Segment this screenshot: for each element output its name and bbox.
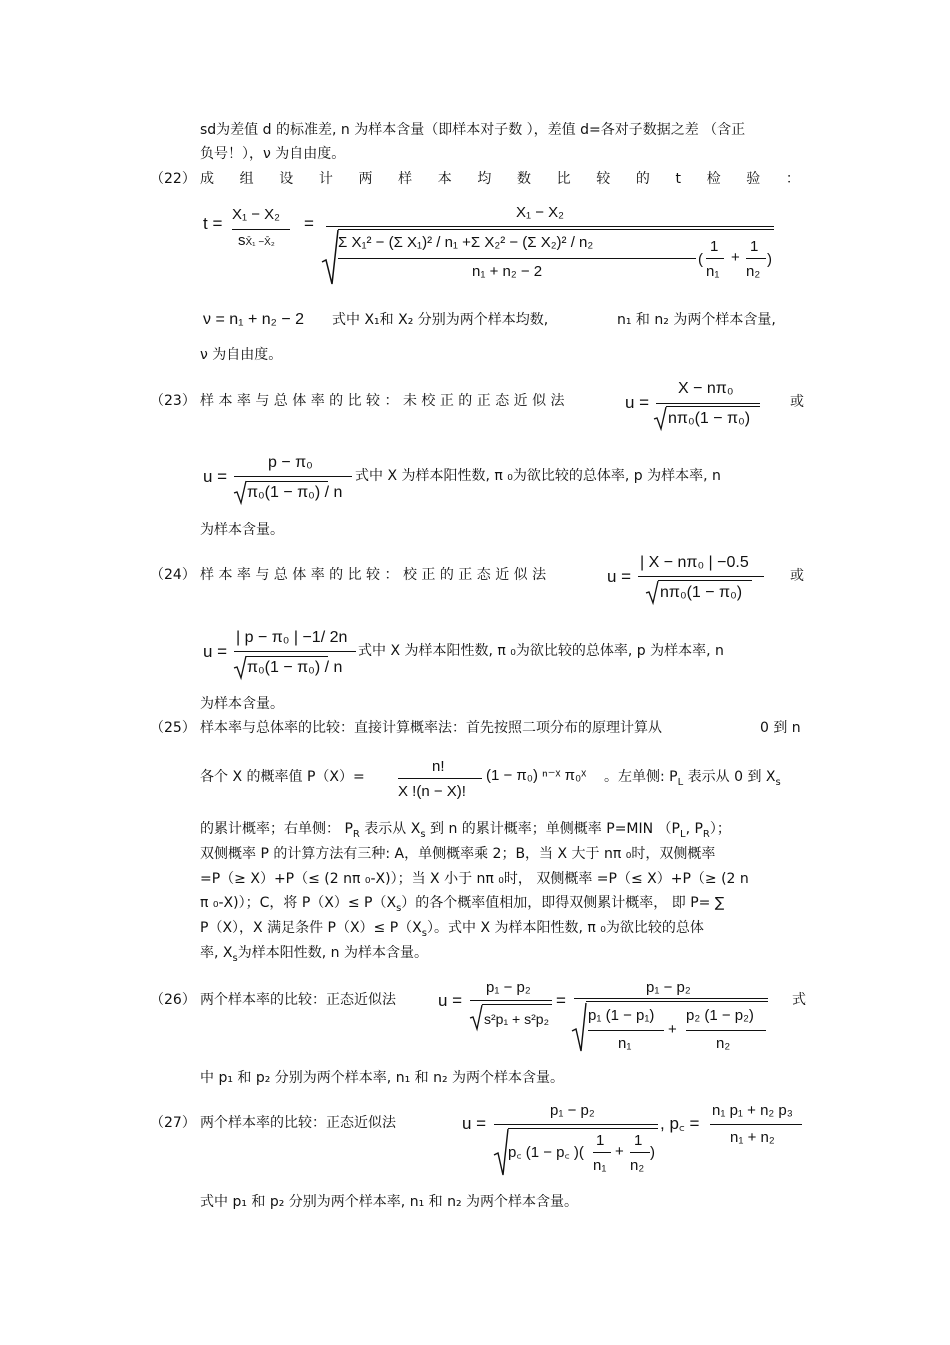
p26-in2-num: p₂ (1 − p₂) bbox=[686, 1007, 754, 1024]
p22-frac1-bar bbox=[232, 229, 290, 230]
p24-desc: 式中 X 为样本阳性数, π ₀为欲比较的总体率, p 为样本率, n bbox=[358, 643, 724, 659]
p23-bar2 bbox=[234, 476, 352, 477]
p22-fa-bar bbox=[706, 258, 724, 259]
p22-inner-num: Σ X₁² − (Σ X₁)² / n₁ +Σ X₂² − (Σ X₂)² / n₂ bbox=[338, 234, 594, 251]
p25-fpow: (1 − π₀) ⁿ⁻ˣ π₀ˣ bbox=[486, 767, 587, 784]
p24-u: u = bbox=[607, 567, 632, 586]
p27-text: 两个样本率的比较：正态近似法 bbox=[200, 1115, 396, 1131]
p25-line7: P（X），X 满足条件 $P(X)\le P(X_s)$。式中 X 为样本阳性数, π ₀为欲比较的总体 bbox=[200, 920, 704, 939]
sqrt-sign-icon bbox=[322, 228, 338, 288]
p22-paren-open: ( bbox=[698, 251, 703, 268]
p22-fa-num: 1 bbox=[710, 238, 719, 255]
p22-title-char: 检 bbox=[706, 171, 721, 187]
p27-num1: p₁ − p₂ bbox=[550, 1102, 595, 1119]
p27-number: （27） bbox=[150, 1115, 196, 1131]
p26-shi: 式 bbox=[792, 992, 806, 1008]
p25-fnum: n! bbox=[432, 758, 445, 775]
p22-title-char: 均 bbox=[477, 171, 492, 187]
p25-line8: 率, $X_s$为样本阳性数, n 为样本含量。 bbox=[200, 945, 428, 964]
p24-desc2: 为样本含量。 bbox=[200, 696, 284, 712]
p22-title-char: ： bbox=[785, 171, 800, 187]
p22-frac2-bar bbox=[326, 226, 774, 227]
p24-u2: u = bbox=[203, 642, 228, 661]
p26-bar1 bbox=[470, 1000, 552, 1001]
p22-title bbox=[200, 170, 800, 188]
p27-fra-den: n₁ bbox=[593, 1157, 607, 1174]
p27-bar1 bbox=[494, 1124, 658, 1125]
p22-desc: 式中 X₁和 X₂ 分别为两个样本均数, bbox=[332, 312, 549, 328]
p26-bar2 bbox=[574, 998, 768, 999]
p25-line1a: 样本率与总体率的比较：直接计算概率法：首先按照二项分布的原理计算从 bbox=[200, 720, 662, 736]
p22-den1: sX̄₁ −X̄₂ bbox=[238, 232, 275, 249]
p22-desc2: n₁ 和 n₂ 为两个样本含量, bbox=[617, 312, 776, 328]
p25-line2b: 。左单侧: $P_L$ 表示从 0 到 $X_s$ bbox=[604, 769, 781, 788]
p27-frb-num: 1 bbox=[634, 1132, 643, 1149]
p23-den1: nπ₀(1 − π₀) bbox=[668, 410, 751, 427]
p22-title-char: 验 bbox=[746, 171, 761, 187]
sqrt-sign-icon bbox=[646, 579, 658, 605]
p22-paren-close: ) bbox=[767, 251, 772, 268]
p22-fb-num: 1 bbox=[750, 238, 759, 255]
p23-u2: u = bbox=[203, 467, 228, 486]
p27-fra-bar bbox=[593, 1152, 611, 1153]
p22-number: （22） bbox=[150, 171, 196, 187]
p26-in1-num: p₁ (1 − p₁) bbox=[588, 1007, 655, 1024]
p23-text: 样 本 率 与 总 体 率 的 比 较 ： 未 校 正 的 正 态 近 似 法 bbox=[200, 393, 565, 409]
p24-bar2 bbox=[234, 651, 356, 652]
p25-line2a: 各个 X 的概率值 P（X）= bbox=[200, 769, 365, 785]
p24-den1: nπ₀(1 − π₀) bbox=[660, 584, 743, 601]
p27-frb-bar bbox=[630, 1152, 650, 1153]
p26-desc: 中 p₁ 和 p₂ 分别为两个样本率, n₁ 和 n₂ 为两个样本含量。 bbox=[200, 1070, 565, 1086]
p22-nu-line: ν 为自由度。 bbox=[200, 347, 283, 363]
p27-u: u = bbox=[462, 1114, 487, 1133]
p25-line3: 的累计概率；右单侧： $P_R$ 表示从 $X_s$ 到 n 的累计概率；单侧概率 P=MIN （$P_L$, $P_R$）； bbox=[200, 821, 731, 840]
p26-plus: + bbox=[668, 1021, 677, 1038]
p27-pc: , p꜀ = bbox=[660, 1114, 700, 1133]
p26-text: 两个样本率的比较：正态近似法 bbox=[200, 992, 396, 1008]
p25-fden: X !(n − X)! bbox=[398, 783, 466, 800]
p26-num1: p₁ − p₂ bbox=[486, 979, 531, 996]
p23-u: u = bbox=[625, 393, 650, 412]
p25-bar bbox=[398, 778, 482, 779]
p22-inner-den: n₁ + n₂ − 2 bbox=[472, 263, 543, 280]
p26-in1-bar bbox=[588, 1030, 664, 1031]
p26-u: u = bbox=[438, 991, 463, 1010]
p23-desc2: 为样本含量。 bbox=[200, 522, 284, 538]
p24-sqrt-top2 bbox=[246, 656, 328, 657]
p22-num2: X₁ − X₂ bbox=[516, 204, 564, 221]
p22-title-char: 成 bbox=[200, 171, 214, 187]
p22-title-char: 的 bbox=[635, 171, 650, 187]
p25-line5: =P（≥ X）+P（≤ (2 nπ ₀-X)）；当 X 小于 nπ ₀时， 双侧概率 =P（≤ X）+P（≥ (2 n bbox=[200, 871, 749, 887]
p27-plus: + bbox=[615, 1143, 624, 1160]
p23-number: （23） bbox=[150, 393, 196, 409]
p22-title-char: 本 bbox=[437, 171, 452, 187]
p27-den-a: p꜀ (1 − p꜀ )( bbox=[508, 1144, 584, 1161]
sqrt-sign-icon bbox=[654, 405, 666, 431]
p24-num1: | X − nπ₀ | −0.5 bbox=[640, 554, 749, 571]
p26-sqrt-top2 bbox=[586, 1001, 768, 1002]
sqrt-sign-icon bbox=[234, 479, 246, 505]
p22-sqrt-top bbox=[338, 229, 774, 230]
p21-line2: 负号！），ν 为自由度。 bbox=[200, 146, 346, 162]
p25-line1b: 0 到 n bbox=[760, 720, 801, 736]
p26-in1-den: n₁ bbox=[618, 1035, 632, 1052]
p23-num1: X − nπ₀ bbox=[678, 380, 734, 397]
p27-pc-bar bbox=[710, 1124, 802, 1125]
p27-sqrt-top bbox=[508, 1128, 658, 1129]
p23-num2: p − π₀ bbox=[268, 454, 313, 471]
p23-den2: π₀(1 − π₀) / n bbox=[247, 484, 343, 501]
p24-number: （24） bbox=[150, 567, 196, 583]
p24-den2: π₀(1 − π₀) / n bbox=[247, 659, 343, 676]
p23-desc: 式中 X 为样本阳性数, π ₀为欲比较的总体率, p 为样本率, n bbox=[355, 468, 721, 484]
p26-num2: p₁ − p₂ bbox=[646, 979, 691, 996]
p27-frb-den: n₂ bbox=[630, 1157, 645, 1174]
p27-desc: 式中 p₁ 和 p₂ 分别为两个样本率, n₁ 和 n₂ 为两个样本含量。 bbox=[200, 1194, 579, 1210]
p26-in2-bar bbox=[686, 1030, 766, 1031]
p22-inner-bar bbox=[338, 258, 696, 259]
p26-in2-den: n₂ bbox=[716, 1035, 731, 1052]
p27-pc-den: n₁ + n₂ bbox=[730, 1129, 775, 1146]
p27-pc-num: n₁ p₁ + n₂ p₃ bbox=[712, 1102, 793, 1119]
p22-title-char: 较 bbox=[596, 171, 611, 187]
p23-or: 或 bbox=[790, 394, 804, 410]
p22-title-char: 两 bbox=[358, 171, 373, 187]
p22-t-label: t = bbox=[203, 214, 223, 233]
p22-plus: + bbox=[731, 249, 740, 266]
sqrt-sign-icon bbox=[234, 654, 246, 680]
p25-line6: π ₀-X)）；C，将 $P(X)\le P(X_s)$的各个概率值相加，即得双侧累计概率， 即 P= ∑ bbox=[200, 895, 725, 914]
p26-number: （26） bbox=[150, 992, 196, 1008]
p24-bar1 bbox=[638, 576, 764, 577]
p22-fa-den: n₁ bbox=[706, 263, 720, 280]
sqrt-sign-icon bbox=[470, 1003, 482, 1031]
p22-title-char: 组 bbox=[239, 171, 254, 187]
p24-num2: | p − π₀ | −1/ 2n bbox=[236, 629, 348, 646]
p25-line4: 双侧概率 P 的计算方法有三种: A，单侧概率乘 2；B，当 X 大于 nπ ₀时，双侧概率 bbox=[200, 846, 716, 862]
sqrt-sign-icon bbox=[494, 1127, 508, 1177]
p21-line1: sd为差值 d 的标准差, n 为样本含量（即样本对子数 ），差值 d=各对子数据之差 （含正 bbox=[200, 122, 746, 138]
p22-title-char: 设 bbox=[279, 171, 294, 187]
p22-title-char: 样 bbox=[398, 171, 413, 187]
p22-eq: = bbox=[304, 214, 314, 233]
p22-fb-bar bbox=[746, 258, 766, 259]
p22-nu: ν = n₁ + n₂ − 2 bbox=[203, 311, 305, 328]
p24-sqrt-top bbox=[658, 580, 752, 581]
p23-sqrt-top bbox=[666, 406, 760, 407]
p22-title-char: 数 bbox=[517, 171, 531, 187]
p22-title-char: 比 bbox=[556, 171, 571, 187]
p22-fb-den: n₂ bbox=[746, 263, 761, 280]
p23-sqrt-top2 bbox=[246, 481, 328, 482]
p27-fra-num: 1 bbox=[596, 1132, 605, 1149]
p26-sqrt-top1 bbox=[482, 1004, 552, 1005]
p27-close: ) bbox=[650, 1144, 655, 1161]
p25-number: （25） bbox=[150, 720, 196, 736]
p26-eq: = bbox=[556, 991, 566, 1010]
p22-title-char: t bbox=[675, 171, 681, 187]
p24-text: 样 本 率 与 总 体 率 的 比 较 ： 校 正 的 正 态 近 似 法 bbox=[200, 567, 547, 583]
p26-den1: s²p₁ + s²p₂ bbox=[484, 1011, 550, 1027]
sqrt-sign-icon bbox=[572, 1001, 586, 1053]
p23-bar1 bbox=[656, 403, 760, 404]
p24-or: 或 bbox=[790, 568, 804, 584]
p22-num1: X₁ − X₂ bbox=[232, 206, 280, 223]
p22-title-char: 计 bbox=[318, 171, 333, 187]
